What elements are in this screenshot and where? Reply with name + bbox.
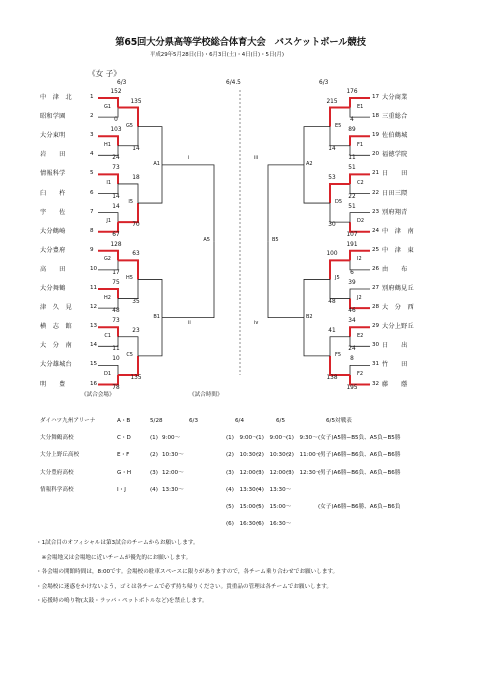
time-64: (4) 13:30～ (256, 486, 292, 493)
left-game-label: H2 (104, 294, 111, 301)
left-r1-score: 78 (112, 384, 120, 391)
right-r2-label: D5 (335, 199, 343, 206)
date-r1-left: 6/3 (117, 80, 127, 86)
left-r1-score: 14 (112, 193, 120, 200)
time-64: (6) 16:30～ (256, 521, 292, 528)
left-r2-label: I5 (128, 199, 133, 206)
time-63: (3) 12:00～ (226, 469, 262, 476)
document-title: 第65回大分県高等学校総合体育大会 バスケットボール競技 (115, 37, 366, 48)
left-r1-score: 0 (114, 117, 118, 124)
roman-i: i (188, 154, 190, 161)
right-r2-label: E5 (335, 122, 342, 129)
date-528: 5/28 (150, 418, 163, 424)
time-65: (3) 12:30～ (286, 469, 322, 476)
final-label-a5: A5 (203, 237, 210, 244)
left-r1-score: 67 (112, 231, 120, 238)
venue-name: 大分舞鶴高校 (40, 435, 74, 442)
date-64: 6/4 (235, 418, 245, 424)
right-team-name: 藤 蔭 (382, 380, 408, 388)
right-r1-score: 34 (348, 318, 356, 325)
right-game-label: E1 (357, 103, 364, 110)
right-team-name: 大分上野丘 (382, 323, 414, 331)
right-r2-score: 138 (326, 374, 338, 381)
right-r1-score: 107 (346, 231, 358, 238)
left-semi-line (138, 127, 162, 165)
left-team-num: 7 (90, 208, 94, 215)
right-r1-score: 11 (348, 155, 356, 162)
right-team-num: 18 (372, 113, 380, 120)
left-team-num: 16 (90, 380, 98, 387)
right-game-label: E2 (357, 332, 364, 339)
time-64: (3) 12:00～ (256, 469, 292, 476)
left-game-label: G2 (103, 256, 111, 263)
left-r1-score: 17 (112, 269, 120, 276)
left-final-line (162, 165, 214, 244)
note-line: ・各会場の開館時間は，8:00です。会場校の駐車スペースに限りがありますので，各チーム乗り合わせでお願いします。 (36, 569, 339, 576)
left-team-num: 9 (90, 246, 94, 253)
right-r2-score: 53 (328, 174, 336, 181)
time-65: (1) 9:30～ (286, 435, 318, 442)
right-r1-score: 51 (348, 203, 356, 210)
right-r1-score: 24 (348, 346, 356, 353)
semi-label-b1: B1 (153, 313, 160, 320)
left-team-name: 大分豊府 (40, 246, 66, 254)
time-65: (2) 11:00～ (286, 452, 322, 459)
left-r1-score: 10 (112, 356, 120, 363)
right-r1-score: 51 (348, 165, 356, 172)
right-r1-score: 39 (348, 280, 356, 286)
right-r2-score: 41 (328, 327, 336, 334)
left-team-num: 2 (90, 113, 94, 120)
right-r1-score: 4 (350, 117, 354, 124)
right-r2-score: 30 (328, 222, 336, 229)
right-r1-score: 89 (348, 127, 356, 134)
final-label-b5: B5 (272, 237, 279, 244)
right-team-num: 29 (372, 323, 380, 330)
right-team-num: 31 (372, 361, 380, 368)
venue-name: ダイハツ九州アリーナ (40, 418, 96, 424)
left-team-num: 4 (90, 151, 94, 158)
right-r1-score: 46 (348, 308, 356, 315)
venue-courts: G・H (117, 469, 132, 476)
date-63: 6/3 (189, 418, 199, 424)
left-r1-score: 128 (110, 241, 122, 248)
left-team-name: 昭和学園 (40, 113, 66, 121)
left-r2-score: 23 (132, 327, 140, 334)
left-team-num: 13 (90, 323, 98, 330)
right-r2-score: 14 (328, 145, 336, 152)
left-r2-score: 135 (130, 98, 142, 105)
right-r1-score: 6 (350, 269, 354, 276)
right-team-num: 32 (372, 380, 380, 387)
left-semi-line (138, 279, 162, 317)
right-final-line (268, 241, 304, 317)
date-r1-right: 6/3 (319, 80, 329, 86)
time-64: (1) 9:00～ (256, 435, 288, 442)
left-r1-score: 14 (112, 203, 120, 210)
right-team-num: 25 (372, 246, 380, 253)
semi-label-a1: A1 (153, 160, 160, 167)
left-team-name: 大分舞鶴 (40, 285, 66, 292)
right-team-name: 日田三隈 (382, 189, 408, 197)
left-r1-score: 48 (112, 308, 120, 315)
left-team-name: 高 田 (40, 265, 66, 273)
left-semi-line (138, 318, 162, 356)
right-team-num: 27 (372, 285, 380, 291)
left-team-num: 6 (90, 189, 94, 196)
right-team-name: 大 分 西 (382, 304, 414, 312)
venue-name: 大分上野丘高校 (40, 452, 80, 459)
left-r1-score: 11 (112, 346, 120, 353)
left-r2-label: H5 (126, 275, 133, 282)
time-64: (5) 15:00～ (256, 504, 292, 510)
right-game-label: C2 (357, 179, 364, 186)
time-slot-no: (4) (150, 486, 158, 493)
right-r2-score: 48 (328, 298, 336, 305)
right-semi-line (304, 165, 330, 203)
right-r2-score: 215 (326, 98, 338, 105)
right-game-label: F2 (357, 370, 364, 377)
venue-courts: E・F (117, 452, 130, 459)
right-r1-score: 195 (346, 384, 358, 391)
time-63: (6) 16:30～ (226, 521, 262, 528)
right-team-name: 日 出 (382, 342, 408, 350)
matchup-line: (女子)A5勝−B5負、A5負−B5勝 (318, 435, 401, 442)
date-65: 6/5 (276, 418, 286, 424)
right-team-num: 19 (372, 132, 380, 139)
right-r1-score: 191 (346, 241, 358, 248)
right-r2-label: J5 (335, 275, 340, 282)
matchup-line: (男子)A6勝−B6負、A6負−B6勝 (318, 469, 401, 476)
right-game-label: D2 (357, 218, 365, 225)
left-game-label: H1 (104, 141, 111, 148)
right-team-name: 佐伯鶴城 (382, 132, 408, 140)
left-team-name: 臼 杵 (40, 189, 66, 197)
right-team-name: 別府鶴見丘 (382, 285, 414, 292)
left-r2-score: 135 (130, 374, 142, 381)
matchup-line: (女子)A6勝−B6勝、A6負−B6負 (318, 504, 401, 510)
left-r1-score: 73 (112, 318, 120, 325)
time-63: (2) 10:30～ (226, 452, 262, 459)
time-slot-no: (2) (150, 452, 158, 459)
roman-iii: iii (254, 154, 259, 161)
right-r1-score: 22 (348, 193, 356, 200)
right-team-name: 別府翔青 (382, 208, 408, 216)
left-team-num: 11 (90, 285, 98, 291)
left-team-name: 大分雄城台 (40, 361, 72, 369)
left-r2-score: 63 (132, 251, 140, 258)
matchup-heading: 6/5対戦表 (326, 418, 352, 424)
left-team-num: 10 (90, 265, 98, 272)
right-team-num: 21 (372, 170, 380, 177)
left-r2-score: 18 (132, 174, 140, 181)
right-team-num: 17 (372, 94, 380, 100)
right-semi-line (304, 127, 330, 165)
left-r1-score: 24 (112, 155, 120, 162)
roman-iv: iv (254, 319, 259, 326)
left-r2-label: G5 (125, 122, 133, 129)
right-team-name: 三重総合 (382, 113, 408, 121)
time-63: (4) 13:30～ (226, 486, 262, 493)
left-team-name: 中 津 北 (40, 94, 72, 101)
left-game-label: J1 (106, 218, 111, 225)
left-r2-score: 35 (132, 298, 140, 305)
left-final-line (162, 241, 214, 317)
time-528: 10:30～ (162, 452, 184, 459)
right-team-name: 中 津 南 (382, 227, 414, 235)
right-team-name: 竹 田 (382, 361, 408, 369)
right-semi-line (304, 318, 330, 356)
left-team-num: 1 (90, 94, 94, 100)
left-team-num: 8 (90, 227, 94, 234)
venue-courts: I・J (117, 486, 126, 493)
left-team-name: 岩 田 (40, 151, 66, 159)
time-63: (5) 15:00～ (226, 504, 262, 510)
venue-heading: 《試合会場》 (81, 392, 115, 398)
left-team-num: 5 (90, 170, 94, 177)
right-team-num: 24 (372, 227, 380, 234)
left-team-name: 大分鶴崎 (40, 227, 66, 235)
left-game-label: G1 (103, 103, 111, 110)
time-528: 13:30～ (162, 486, 184, 493)
left-team-name: 情報科学 (40, 170, 66, 178)
left-r1-score: 152 (110, 89, 122, 95)
right-team-name: 福徳学院 (382, 151, 408, 159)
left-game-label: I1 (106, 179, 111, 186)
venue-courts: C・D (117, 435, 131, 442)
right-game-label: J2 (357, 294, 362, 301)
left-team-name: 明 豊 (40, 380, 66, 388)
note-line: ・会場校に迷惑をかけないよう，ゴミは各チームで必ず持ち帰りください。貴重品の管理は各チームでお願いします。 (36, 583, 333, 590)
right-team-num: 28 (372, 304, 380, 311)
left-team-num: 3 (90, 132, 94, 139)
left-semi-line (138, 165, 162, 203)
venue-courts: A・B (117, 418, 131, 424)
left-team-num: 15 (90, 361, 98, 368)
roman-ii: ii (188, 319, 191, 326)
left-game-label: C1 (104, 332, 111, 339)
note-line: ※会場地又は会場地に近いチームが優先的にお願いします。 (36, 554, 192, 561)
right-game-label: I2 (357, 256, 362, 263)
note-line: ・応援時の鳴り物(太鼓・ラッパ・ペットボトルなど)を禁止します。 (36, 598, 208, 605)
venue-name: 情報科学高校 (40, 486, 74, 493)
right-team-name: 由 布 (382, 265, 408, 273)
right-team-num: 30 (372, 342, 380, 349)
semi-label-a2: A2 (306, 160, 313, 167)
date-center: 6/4.5 (226, 80, 241, 86)
left-r1-score: 73 (112, 165, 120, 172)
time-heading: 《試合時間》 (189, 392, 223, 398)
left-team-name: 宇 佐 (40, 208, 66, 216)
left-r2-score: 70 (132, 222, 140, 229)
right-team-name: 大分商業 (382, 94, 408, 101)
time-slot-no: (3) (150, 469, 158, 476)
right-r1-score: 8 (350, 356, 354, 363)
left-team-name: 大 分 南 (40, 342, 72, 350)
time-528: 9:00～ (162, 435, 181, 442)
bracket-label: 《女 子》 (88, 69, 121, 78)
left-team-name: 大分東明 (40, 132, 66, 140)
left-game-label: D1 (103, 370, 111, 377)
left-r1-score: 75 (112, 280, 120, 286)
left-r1-score: 103 (110, 127, 122, 134)
left-team-num: 12 (90, 304, 98, 311)
right-game-label: F1 (357, 141, 364, 148)
left-r2-label: C5 (126, 351, 133, 358)
right-team-name: 日 田 (382, 170, 408, 178)
right-final-line (268, 165, 304, 244)
right-team-name: 中 津 東 (382, 246, 414, 254)
matchup-line: (男子)A6勝−B6負、A6負−B6勝 (318, 452, 401, 459)
time-64: (2) 10:30～ (256, 452, 292, 459)
left-team-name: 横 志 館 (40, 323, 72, 331)
left-team-num: 14 (90, 342, 98, 349)
semi-label-b2: B2 (306, 313, 313, 320)
left-r2-score: 14 (132, 145, 140, 152)
right-team-num: 23 (372, 208, 380, 215)
right-r1-score: 176 (346, 89, 358, 95)
right-team-num: 22 (372, 189, 380, 196)
venue-name: 大分豊府高校 (40, 469, 74, 476)
time-slot-no: (1) (150, 435, 158, 442)
right-team-num: 20 (372, 151, 380, 158)
right-r2-label: F5 (335, 351, 342, 358)
time-528: 12:00～ (162, 469, 184, 476)
right-r2-score: 100 (326, 251, 338, 258)
left-team-name: 津 久 見 (40, 304, 72, 312)
right-semi-line (304, 279, 330, 317)
time-63: (1) 9:00～ (226, 435, 258, 442)
document-subtitle: 平成29年5月28日(日)・6月3日(土)・4日(日)・5日(月) (150, 52, 284, 58)
right-team-num: 26 (372, 265, 380, 272)
note-line: ・1試合目のオフィシャルは第3試合のチームからお願いします。 (36, 540, 199, 546)
